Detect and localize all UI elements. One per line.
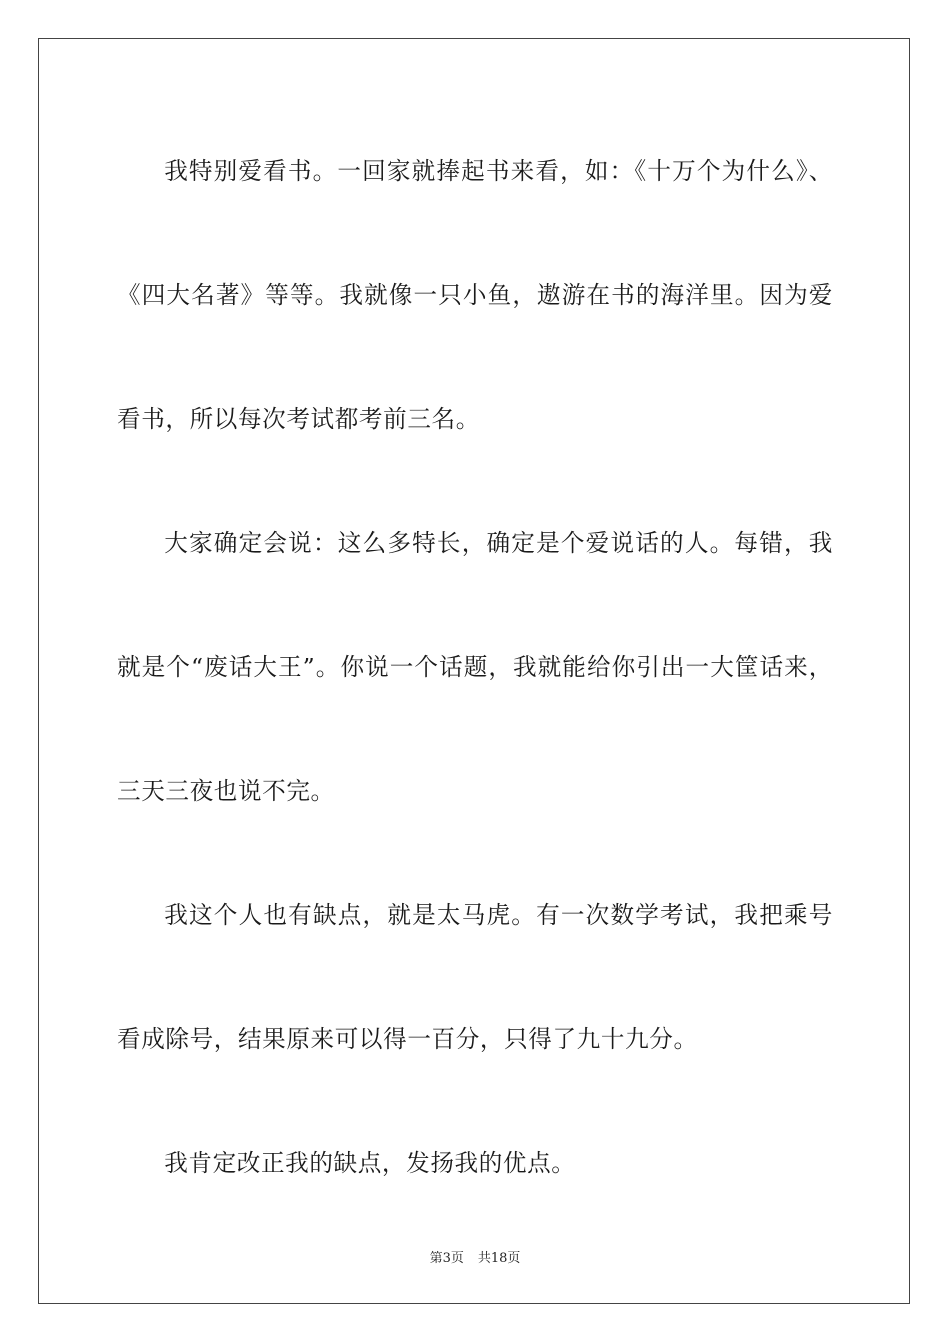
page-number: 第3页 bbox=[429, 1251, 464, 1266]
paragraph-talking: 大家确定会说：这么多特长，确定是个爱说话的人。每错，我就是个“废话大王”。你说一个话题，我就能给你引出一大筐话来，三天三夜也说不完。 bbox=[117, 529, 833, 805]
paragraph-reading: 我特别爱看书。一回家就捧起书来看，如：《十万个为什么》、《四大名著》等等。我就像一只小鱼，遨游在书的海洋里。因为爱看书，所以每次考试都考前三名。 bbox=[117, 157, 833, 433]
document-body bbox=[117, 109, 833, 1225]
paragraph-conclusion: 我肯定改正我的缺点，发扬我的优点。 bbox=[164, 1149, 576, 1177]
page-footer bbox=[0, 1247, 950, 1266]
page-total: 共18页 bbox=[477, 1251, 521, 1266]
paragraph-shortcoming: 我这个人也有缺点，就是太马虎。有一次数学考试，我把乘号看成除号，结果原来可以得一百分，只得了九十九分。 bbox=[117, 901, 833, 1053]
